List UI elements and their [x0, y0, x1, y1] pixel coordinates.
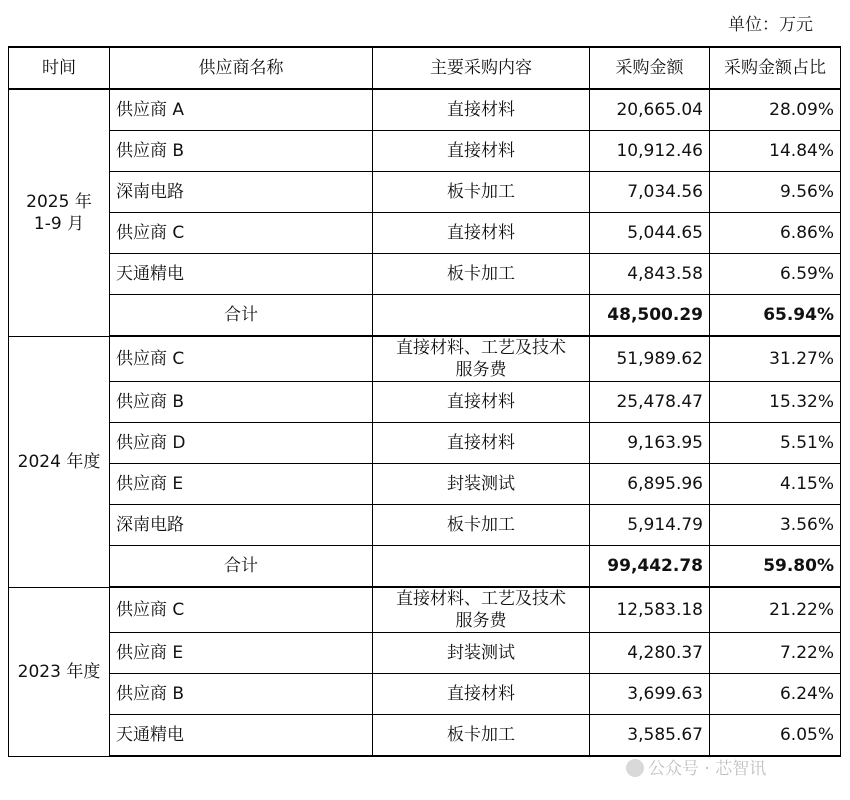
supplier-name-cell: 供应商 B [110, 674, 373, 715]
table-row [9, 715, 841, 757]
period-cell [9, 587, 110, 756]
purchase-content-cell: 直接材料 [373, 423, 590, 464]
purchase-amount-cell: 6,895.96 [590, 464, 710, 505]
table-row [9, 382, 841, 423]
purchase-amount-cell: 5,914.79 [590, 505, 710, 546]
supplier-name-cell: 供应商 C [110, 336, 373, 382]
purchase-pct-cell: 31.27% [710, 336, 841, 382]
table-row [9, 172, 841, 213]
purchase-pct-cell: 3.56% [710, 505, 841, 546]
total-pct-cell: 59.80% [710, 546, 841, 588]
table-row [9, 89, 841, 131]
purchase-pct-cell: 5.51% [710, 423, 841, 464]
table-row [9, 674, 841, 715]
header-purchase-content: 主要采购内容 [373, 47, 590, 89]
purchase-content-cell: 直接材料 [373, 674, 590, 715]
purchase-content-cell: 直接材料、工艺及技术 服务费 [373, 587, 590, 633]
purchase-content-cell: 直接材料 [373, 89, 590, 131]
supplier-name-cell: 供应商 E [110, 633, 373, 674]
total-empty-cell [373, 295, 590, 337]
purchase-pct-cell: 6.86% [710, 213, 841, 254]
table-row [9, 587, 841, 633]
table-row [9, 633, 841, 674]
watermark [626, 754, 766, 779]
purchase-pct-cell: 6.05% [710, 715, 841, 757]
unit-label: 单位：万元 [728, 15, 813, 35]
wechat-icon [626, 759, 644, 777]
supplier-name-cell: 深南电路 [110, 172, 373, 213]
total-row [9, 546, 841, 588]
total-amount-cell: 99,442.78 [590, 546, 710, 588]
purchase-content-cell: 封装测试 [373, 464, 590, 505]
purchase-content-cell: 板卡加工 [373, 172, 590, 213]
supplier-name-cell: 深南电路 [110, 505, 373, 546]
purchase-pct-cell: 15.32% [710, 382, 841, 423]
purchase-pct-cell: 6.24% [710, 674, 841, 715]
purchase-content-cell: 直接材料、工艺及技术 服务费 [373, 336, 590, 382]
table-body [9, 89, 841, 756]
header-time: 时间 [9, 47, 110, 89]
table-row [9, 213, 841, 254]
purchase-content-cell: 直接材料 [373, 131, 590, 172]
purchase-content-cell: 板卡加工 [373, 715, 590, 757]
purchase-amount-cell: 5,044.65 [590, 213, 710, 254]
purchase-amount-cell: 4,280.37 [590, 633, 710, 674]
supplier-name-cell: 天通精电 [110, 715, 373, 757]
table-row [9, 254, 841, 295]
supplier-table [8, 46, 841, 757]
purchase-amount-cell: 10,912.46 [590, 131, 710, 172]
purchase-pct-cell: 14.84% [710, 131, 841, 172]
purchase-content-cell: 板卡加工 [373, 505, 590, 546]
purchase-amount-cell: 3,585.67 [590, 715, 710, 757]
supplier-name-cell: 供应商 C [110, 587, 373, 633]
header-purchase-amount: 采购金额 [590, 47, 710, 89]
purchase-pct-cell: 9.56% [710, 172, 841, 213]
supplier-name-cell: 供应商 A [110, 89, 373, 131]
table-row [9, 464, 841, 505]
supplier-name-cell: 供应商 B [110, 131, 373, 172]
supplier-name-cell: 供应商 E [110, 464, 373, 505]
purchase-content-cell: 板卡加工 [373, 254, 590, 295]
purchase-pct-cell: 6.59% [710, 254, 841, 295]
table-row [9, 423, 841, 464]
period-label: 2024 年度 [17, 451, 101, 472]
purchase-pct-cell: 7.22% [710, 633, 841, 674]
total-row [9, 295, 841, 337]
total-label-cell: 合计 [110, 295, 373, 337]
supplier-name-cell: 供应商 B [110, 382, 373, 423]
purchase-content-cell: 直接材料 [373, 382, 590, 423]
purchase-content-cell: 封装测试 [373, 633, 590, 674]
purchase-amount-cell: 7,034.56 [590, 172, 710, 213]
purchase-content-cell: 直接材料 [373, 213, 590, 254]
purchase-amount-cell: 20,665.04 [590, 89, 710, 131]
table-row [9, 505, 841, 546]
total-pct-cell: 65.94% [710, 295, 841, 337]
purchase-amount-cell: 25,478.47 [590, 382, 710, 423]
period-label: 2025 年 1-9 月 [26, 191, 92, 234]
purchase-amount-cell: 12,583.18 [590, 587, 710, 633]
purchase-amount-cell: 4,843.58 [590, 254, 710, 295]
total-amount-cell: 48,500.29 [590, 295, 710, 337]
period-cell [9, 89, 110, 336]
watermark-text: 公众号 · 芯智讯 [648, 759, 767, 779]
purchase-amount-cell: 9,163.95 [590, 423, 710, 464]
purchase-amount-cell: 51,989.62 [590, 336, 710, 382]
table-header-row [9, 47, 841, 89]
supplier-name-cell: 供应商 C [110, 213, 373, 254]
period-cell [9, 336, 110, 587]
purchase-pct-cell: 28.09% [710, 89, 841, 131]
period-label: 2023 年度 [17, 661, 101, 682]
purchase-pct-cell: 4.15% [710, 464, 841, 505]
supplier-name-cell: 天通精电 [110, 254, 373, 295]
header-supplier-name: 供应商名称 [110, 47, 373, 89]
supplier-name-cell: 供应商 D [110, 423, 373, 464]
table-row [9, 336, 841, 382]
header-purchase-pct: 采购金额占比 [710, 47, 841, 89]
total-empty-cell [373, 546, 590, 588]
purchase-amount-cell: 3,699.63 [590, 674, 710, 715]
purchase-pct-cell: 21.22% [710, 587, 841, 633]
table-row [9, 131, 841, 172]
total-label-cell: 合计 [110, 546, 373, 588]
